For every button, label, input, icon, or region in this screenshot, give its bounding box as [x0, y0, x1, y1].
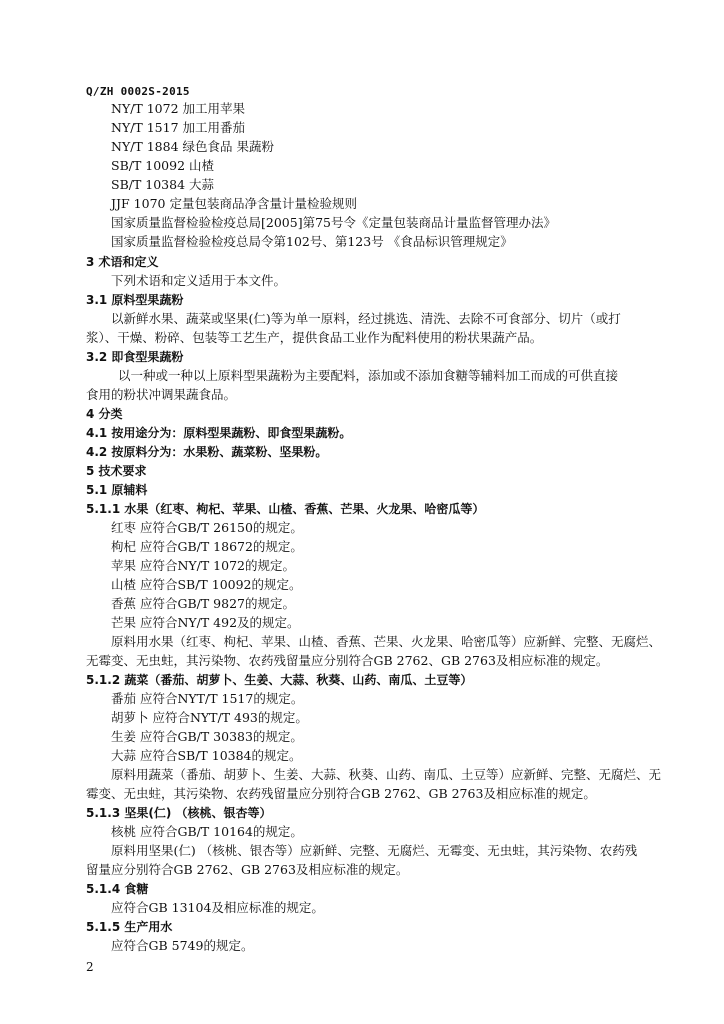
vegetable-item: 番茄 应符合NYT/T 1517的规定。 — [111, 691, 304, 706]
paragraph-line: 下列术语和定义适用于本文件。 — [111, 273, 287, 288]
paragraph-line: 以一种或一种以上原料型果蔬粉为主要配料，添加或不添加食糖等辅料加工而成的可供直接 — [118, 368, 619, 383]
fruit-item: 红枣 应符合GB/T 26150的规定。 — [111, 520, 303, 535]
classification-item: 4.2 按原料分为：水果粉、蔬菜粉、坚果粉。 — [86, 445, 328, 459]
reference-item: 国家质量监督检验检疫总局令第102号、第123号 《食品标识管理规定》 — [111, 234, 513, 249]
section-heading: 3.2 即食型果蔬粉 — [86, 350, 184, 364]
classification-item: 4.1 按用途分为：原料型果蔬粉、即食型果蔬粉。 — [86, 426, 352, 440]
paragraph-line: 原料用坚果(仁) （核桃、银杏等）应新鲜、完整、无腐烂、无霉变、无虫蛀，其污染物、农药残 — [111, 843, 638, 858]
subsection-heading: 5.1.1 水果（红枣、枸杞、苹果、山楂、香蕉、芒果、火龙果、哈密瓜等） — [86, 502, 485, 516]
subsection-heading: 5.1.3 坚果(仁) （核桃、银杏等） — [86, 806, 272, 820]
section-heading: 4 分类 — [86, 407, 123, 421]
section-heading: 5.1 原辅料 — [86, 483, 148, 497]
nut-item: 核桃 应符合GB/T 10164的规定。 — [111, 824, 303, 839]
paragraph-line: 食用的粉状冲调果蔬食品。 — [86, 387, 237, 402]
reference-item: SB/T 10384 大蒜 — [111, 177, 215, 192]
paragraph-line: 留量应分别符合GB 2762、GB 2763及相应标准的规定。 — [86, 862, 409, 877]
paragraph-line: 原料用水果（红枣、枸杞、苹果、山楂、香蕉、芒果、火龙果、哈密瓜等）应新鲜、完整、无腐烂、 — [111, 634, 662, 649]
fruit-item: 芒果 应符合NY/T 492及的规定。 — [111, 615, 300, 630]
reference-item: SB/T 10092 山楂 — [111, 158, 215, 173]
reference-item: NY/T 1884 绿色食品 果蔬粉 — [111, 139, 274, 154]
paragraph-line: 原料用蔬菜（番茄、胡萝卜、生姜、大蒜、秋葵、山药、南瓜、土豆等）应新鲜、完整、无腐烂、无 — [111, 767, 662, 782]
reference-item: JJF 1070 定量包装商品净含量计量检验规则 — [111, 196, 357, 211]
vegetable-item: 生姜 应符合GB/T 30383的规定。 — [111, 729, 303, 744]
subsection-heading: 5.1.4 食糖 — [86, 882, 149, 896]
fruit-item: 苹果 应符合NY/T 1072的规定。 — [111, 558, 295, 573]
vegetable-item: 胡萝卜 应符合NYT/T 493的规定。 — [111, 710, 308, 725]
reference-item: NY/T 1072 加工用苹果 — [111, 101, 245, 116]
paragraph-line: 以新鲜水果、蔬菜或坚果(仁)等为单一原料，经过挑选、清洗、去除不可食部分、切片（或打 — [111, 311, 621, 326]
subsection-heading: 5.1.2 蔬菜（番茄、胡萝卜、生姜、大蒜、秋葵、山药、南瓜、土豆等） — [86, 673, 473, 687]
fruit-item: 枸杞 应符合GB/T 18672的规定。 — [111, 539, 303, 554]
page-number: 2 — [86, 960, 94, 974]
section-heading: 3 术语和定义 — [86, 255, 159, 269]
standard-code-header: Q/ZH 0002S-2015 — [86, 85, 190, 98]
paragraph-line: 霉变、无虫蛀，其污染物、农药残留量应分别符合GB 2762、GB 2763及相应标准的规定。 — [86, 786, 596, 801]
section-heading: 3.1 原料型果蔬粉 — [86, 293, 184, 307]
reference-item: 国家质量监督检验检疫总局[2005]第75号令《定量包装商品计量监督管理办法》 — [111, 215, 556, 230]
subsection-heading: 5.1.5 生产用水 — [86, 920, 173, 934]
paragraph-line: 无霉变、无虫蛀，其污染物、农药残留量应分别符合GB 2762、GB 2763及相应标准的规定。 — [86, 653, 609, 668]
paragraph-line: 浆）、干燥、粉碎、包装等工艺生产，提供食品工业作为配料使用的粉状果蔬产品。 — [86, 330, 543, 345]
fruit-item: 香蕉 应符合GB/T 9827的规定。 — [111, 596, 295, 611]
paragraph-line: 应符合GB 13104及相应标准的规定。 — [111, 900, 324, 915]
vegetable-item: 大蒜 应符合SB/T 10384的规定。 — [111, 748, 302, 763]
section-heading: 5 技术要求 — [86, 464, 147, 478]
paragraph-line: 应符合GB 5749的规定。 — [111, 938, 254, 953]
reference-item: NY/T 1517 加工用番茄 — [111, 120, 245, 135]
fruit-item: 山楂 应符合SB/T 10092的规定。 — [111, 577, 302, 592]
